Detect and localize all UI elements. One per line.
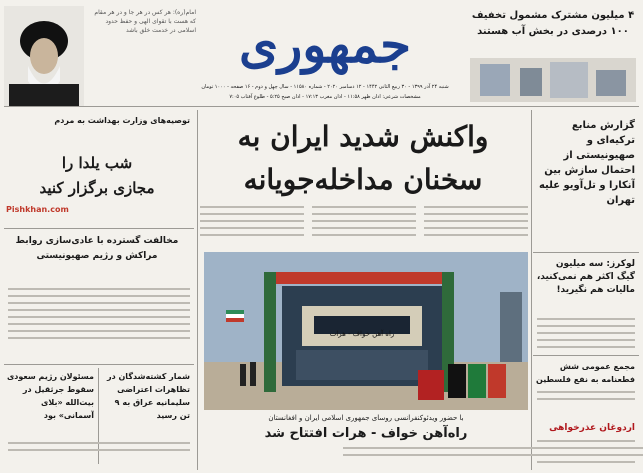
right-quote-body: [537, 318, 635, 353]
top-left-quote: امام(ره): هر کس در هر جا و در هر مقام که هست با تقوای الهی و حفظ حدود اسلامی در خدمت خلق باشد: [94, 9, 196, 34]
masthead-title: جمهوری: [239, 15, 411, 74]
photo-banner-text: راه آهن خواف - هرات: [329, 330, 395, 338]
masthead-times-line: مشخصات شرعی: اذان ظهر ۱۱:۵۸ - اذان مغرب ۱۷:۱۳ - اذان صبح ۵:۲۵ - طلوع آفتاب ۷:۰۵: [229, 94, 421, 100]
left-column-rule: [197, 110, 198, 470]
left-divider-1: [4, 228, 194, 229]
saudi-title: مسئولان رژیم سعودی سقوط جرثقیل در بیت‌الله «بلای آسمانی» بود: [6, 372, 94, 420]
pishkhan-watermark: Pishkhan.com: [6, 205, 69, 214]
photo-caption-body: [343, 447, 643, 461]
right-divider-2: [533, 355, 639, 356]
masthead-date-line: شنبه ۲۴ آذر ۱۳۹۹ - ۳۰ ربیع الثانی ۱۴۴۲ - ۱۲ دسامبر ۲۰۲۰ - شماره ۱۱۵۸۰ - سال چهل و دوم - ۱۶ صفحه - ۱۰۰۰ تومان: [201, 84, 449, 90]
portrait-photo: [4, 6, 84, 106]
top-right-ad-headline: ۴ میلیون مشترک مشمول تخفیف ۱۰۰ درصدی در بخش آب هستند: [471, 10, 635, 37]
iraq-title: شمار کشته‌شدگان در تظاهرات اعتراضی سلیمانیه عراق به ۹ تن رسید: [106, 372, 190, 420]
left-divider-2: [4, 364, 194, 365]
main-story-columns: [198, 206, 528, 246]
right-divider-1: [533, 252, 639, 253]
left-column: [4, 112, 194, 469]
photo-caption-sub: با حضور ویدئوکنفرانسی روسای جمهوری اسلامی ایران و افغانستان: [268, 414, 464, 422]
main-headline-line2: سخنان مداخله‌جویانه: [243, 163, 483, 196]
masthead-rule: [4, 106, 639, 107]
yalda-line2: مجازی برگزار کنید: [39, 179, 155, 197]
top-right-ad-image: [470, 58, 636, 102]
right-ardoghan-title: اردوغان عذرخواهی: [549, 423, 635, 433]
yalda-line1: شب یلدا را: [61, 154, 133, 172]
opposition-body: [8, 288, 190, 344]
right-column-rule: [531, 110, 532, 470]
right-quote-title: لوکرز: سه میلیون گیگ اکثر هم نمی‌کنید، مالیات هم نگیرید!: [536, 259, 635, 295]
main-photo: [204, 252, 528, 410]
left-bottom-body: [8, 442, 190, 456]
right-lead-title: گزارش منابع ترکیه‌ای و صهیونیستی از احتمال سازش بین آنکارا و تل‌آویو علیه تهران: [538, 120, 635, 206]
right-column: [533, 112, 639, 469]
opposition-title: مخالفت گسترده با عادی‌سازی روابط مراکش و رژیم صهیونیستی: [15, 236, 179, 261]
main-headline-line1: واکنش شدید ایران به: [237, 120, 489, 153]
right-meeting-body: [537, 391, 635, 405]
photo-caption-head: راه‌آهن خواف - هرات افتتاح شد: [264, 426, 468, 441]
right-meeting-title: مجمع عمومی شش فطعنامه به نفع فلسطین: [536, 362, 635, 384]
health-title: توصیه‌های وزارت بهداشت به مردم: [54, 116, 190, 125]
